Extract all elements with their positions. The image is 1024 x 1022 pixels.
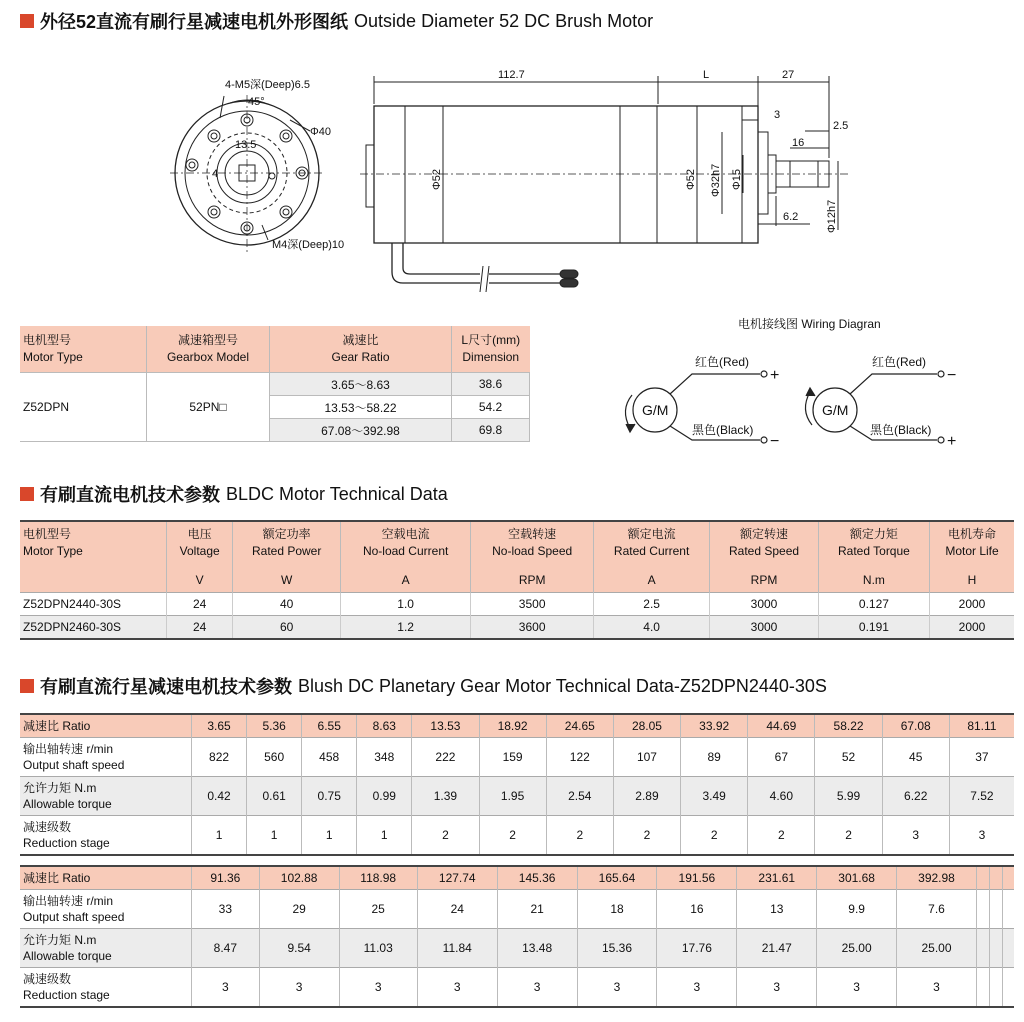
table-cell: 4.60: [748, 777, 815, 816]
cell-dim: 54.2: [452, 396, 530, 419]
row-label: 减速级数 Reduction stage: [20, 968, 192, 1008]
table-cell: 0.42: [192, 777, 247, 816]
label-m4: M4深(Deep)10: [272, 239, 345, 251]
row-label: 减速级数 Reduction stage: [20, 816, 192, 856]
table-cell: 37: [949, 738, 1014, 777]
table-cell: 3: [949, 816, 1014, 856]
header-motor-type: 电机型号 Motor Type: [23, 333, 83, 364]
table-cell: 1: [357, 816, 412, 856]
side-boss: [758, 132, 768, 214]
cell-ratio: 3.65～8.63: [270, 373, 452, 396]
table-cell: 13.48: [497, 929, 577, 968]
cell: Z52DPN2440-30S: [20, 593, 167, 616]
table-cell: 11.03: [339, 929, 417, 968]
header-cell: 电压 Voltage: [167, 521, 233, 568]
table-cell: 16: [657, 890, 737, 929]
cell-gearbox: 52PN□: [147, 373, 270, 442]
cell: 60: [233, 616, 341, 640]
table-cell: 822: [192, 738, 247, 777]
header-cell: 额定电流 Rated Current: [594, 521, 710, 568]
table-cell: 2: [546, 816, 613, 856]
cell: 40: [233, 593, 341, 616]
table-cell: 159: [479, 738, 546, 777]
cell: 3500: [471, 593, 594, 616]
side-cap: [366, 145, 374, 207]
table-row: [20, 616, 1014, 640]
wire-bottom-right: 黑色(Black): [870, 423, 932, 437]
label-d52-a: Φ52: [431, 168, 443, 190]
sign-bottom-right: +: [947, 433, 957, 450]
header-dimension: L尺寸(mm) Dimension: [452, 326, 530, 373]
label-len-L: L: [703, 69, 710, 81]
table-cell: 89: [681, 738, 748, 777]
section-title-outline: [20, 8, 653, 34]
section-title-zh: 有刷直流电机技术参数: [40, 485, 220, 505]
label-d32: Φ32h7: [710, 163, 722, 197]
section-title-zh: 外径52直流有刷行星减速电机外形图纸: [40, 12, 349, 32]
cell: 3000: [710, 593, 819, 616]
table-cell: 8.47: [192, 929, 260, 968]
cell: 2000: [930, 593, 1014, 616]
cell: 0.191: [818, 616, 929, 640]
table-cell: 222: [412, 738, 479, 777]
motor-label-right: G/M: [822, 402, 849, 418]
table-cell: 3.65: [192, 714, 247, 738]
label-len-16: 16: [792, 137, 805, 149]
table-cell: 0.75: [302, 777, 357, 816]
table-cell: 25.00: [897, 929, 977, 968]
front-hole: [280, 206, 292, 218]
section-marker: [20, 14, 34, 28]
table-cell: [976, 929, 989, 968]
gear-table-1: [20, 713, 1014, 856]
table-cell: 29: [259, 890, 339, 929]
front-hole: [208, 130, 220, 142]
motor-label-left: G/M: [642, 402, 669, 418]
table-cell: 102.88: [259, 866, 339, 890]
cell-ratio: 13.53～58.22: [270, 396, 452, 419]
table-cell: 3: [897, 968, 977, 1008]
table-cell: 3: [737, 968, 817, 1008]
header-cell: 额定力矩 Rated Torque: [818, 521, 929, 568]
header-gear-ratio: 减速比 Gear Ratio: [270, 326, 452, 373]
ratio-row: [20, 714, 1014, 738]
unit-cell: [20, 568, 167, 593]
table-cell: 6.55: [302, 714, 357, 738]
table-cell: 91.36: [192, 866, 260, 890]
table-cell: 81.11: [949, 714, 1014, 738]
cell: 3600: [471, 616, 594, 640]
header-cell: 空载电流 No-load Current: [341, 521, 471, 568]
table-cell: 3: [577, 968, 657, 1008]
table-cell: 67.08: [882, 714, 949, 738]
table-cell: 127.74: [417, 866, 497, 890]
rotation-arrow-right: [805, 392, 812, 425]
stage-row: [20, 968, 1014, 1008]
table-cell: 231.61: [737, 866, 817, 890]
table-cell: 28.05: [613, 714, 680, 738]
row-label: 允许力矩 N.m Allowable torque: [20, 777, 192, 816]
table-cell: 3: [259, 968, 339, 1008]
table-cell: 2: [412, 816, 479, 856]
cell-ratio: 67.08～392.98: [270, 419, 452, 442]
table-cell: 9.9: [817, 890, 897, 929]
stage-row: [20, 816, 1014, 856]
table-cell: 18: [577, 890, 657, 929]
row-label: 输出轴转速 r/min Output shaft speed: [20, 890, 192, 929]
table-cell: [1002, 968, 1014, 1008]
cell-dim: 69.8: [452, 419, 530, 442]
cell-motor: Z52DPN: [20, 373, 147, 442]
speed-row: [20, 890, 1014, 929]
table-cell: 3: [192, 968, 260, 1008]
unit-cell: A: [341, 568, 471, 593]
gear-table-2: [20, 865, 1014, 1008]
table-cell: 3: [339, 968, 417, 1008]
header-gearbox-model: 减速箱型号 Gearbox Model: [147, 326, 270, 373]
label-len-2-5: 2.5: [833, 120, 849, 132]
wire-top-left: 红色(Red): [695, 355, 750, 369]
row-label: 允许力矩 N.m Allowable torque: [20, 929, 192, 968]
table-cell: 13.53: [412, 714, 479, 738]
table-cell: 1: [247, 816, 302, 856]
torque-row: [20, 777, 1014, 816]
row-label: 输出轴转速 r/min Output shaft speed: [20, 738, 192, 777]
table-cell: 191.56: [657, 866, 737, 890]
table-cell: 0.61: [247, 777, 302, 816]
cell: 24: [167, 593, 233, 616]
table-cell: 2: [613, 816, 680, 856]
table-cell: 2.89: [613, 777, 680, 816]
label-len-27: 27: [782, 69, 795, 81]
label-len-3: 3: [774, 109, 781, 121]
table-cell: 3: [882, 816, 949, 856]
table-cell: 5.36: [247, 714, 302, 738]
header-cell: 空载转速 No-load Speed: [471, 521, 594, 568]
table-cell: 118.98: [339, 866, 417, 890]
wire-top-right: 红色(Red): [872, 355, 927, 369]
cell: 0.127: [818, 593, 929, 616]
table-cell: 58.22: [815, 714, 882, 738]
table-cell: [989, 968, 1002, 1008]
label-four: 4: [212, 168, 219, 180]
section-marker: [20, 487, 34, 501]
header-cell: 电机型号 Motor Type: [23, 527, 83, 558]
table-cell: 18.92: [479, 714, 546, 738]
rotation-arrow-left: [625, 395, 632, 428]
row-label: 减速比 Ratio: [20, 866, 192, 890]
motor-tech-table: [20, 520, 1014, 640]
table-cell: 15.36: [577, 929, 657, 968]
table-cell: [989, 929, 1002, 968]
table-cell: [1002, 929, 1014, 968]
header-cell: 额定功率 Rated Power: [233, 521, 341, 568]
table-cell: 122: [546, 738, 613, 777]
table-cell: 3: [657, 968, 737, 1008]
front-shaft-dot: [269, 173, 275, 179]
table-cell: 1: [302, 816, 357, 856]
unit-cell: V: [167, 568, 233, 593]
table-cell: 2: [815, 816, 882, 856]
cell: 4.0: [594, 616, 710, 640]
label-len-112-7: 112.7: [498, 69, 525, 81]
table-cell: [989, 866, 1002, 890]
table-cell: 33: [192, 890, 260, 929]
label-d52-b: Φ52: [685, 168, 697, 190]
table-cell: 21: [497, 890, 577, 929]
table-cell: [976, 890, 989, 929]
cell: Z52DPN2460-30S: [20, 616, 167, 640]
table-cell: 560: [247, 738, 302, 777]
table-cell: 3.49: [681, 777, 748, 816]
table-cell: 5.99: [815, 777, 882, 816]
label-d13-5: 13.5: [235, 139, 257, 151]
label-d15: Φ15: [731, 168, 743, 190]
front-hole: [208, 206, 220, 218]
section-title-motor-data: [20, 481, 448, 507]
table-cell: 392.98: [897, 866, 977, 890]
row-label: 减速比 Ratio: [20, 714, 192, 738]
table-header-row: [20, 521, 1014, 568]
outline-drawing: [0, 40, 1024, 320]
table-cell: [1002, 890, 1014, 929]
table-cell: 3: [817, 968, 897, 1008]
table-cell: [976, 866, 989, 890]
table-cell: 6.22: [882, 777, 949, 816]
cell: 2000: [930, 616, 1014, 640]
table-cell: [1002, 866, 1014, 890]
table-cell: 24: [417, 890, 497, 929]
section-title-en: Blush DC Planetary Gear Motor Technical Data-Z52DPN2440-30S: [298, 675, 827, 696]
table-cell: 165.64: [577, 866, 657, 890]
unit-cell: A: [594, 568, 710, 593]
sign-bottom-left: −: [770, 433, 780, 450]
unit-cell: H: [930, 568, 1014, 593]
table-header-row: [20, 326, 530, 373]
table-cell: [989, 890, 1002, 929]
table-cell: 17.76: [657, 929, 737, 968]
front-hole: [280, 130, 292, 142]
unit-cell: RPM: [710, 568, 819, 593]
table-cell: 107: [613, 738, 680, 777]
unit-cell: N.m: [818, 568, 929, 593]
table-cell: 24.65: [546, 714, 613, 738]
table-cell: 7.52: [949, 777, 1014, 816]
section-title-en: Outside Diameter 52 DC Brush Motor: [354, 10, 654, 31]
torque-row: [20, 929, 1014, 968]
table-cell: [976, 968, 989, 1008]
label-d40: Φ40: [310, 126, 332, 138]
table-cell: 1.95: [479, 777, 546, 816]
cell: 2.5: [594, 593, 710, 616]
table-cell: 2: [681, 816, 748, 856]
table-cell: 11.84: [417, 929, 497, 968]
unit-cell: RPM: [471, 568, 594, 593]
table-cell: 145.36: [497, 866, 577, 890]
cell: 3000: [710, 616, 819, 640]
front-hole: [186, 159, 198, 171]
wire-bottom-left: 黑色(Black): [692, 423, 754, 437]
unit-cell: W: [233, 568, 341, 593]
sign-top-left: +: [770, 367, 780, 384]
table-cell: 0.99: [357, 777, 412, 816]
table-cell: 3: [417, 968, 497, 1008]
header-cell: 额定转速 Rated Speed: [710, 521, 819, 568]
table-cell: 2: [748, 816, 815, 856]
table-cell: 301.68: [817, 866, 897, 890]
table-cell: 3: [497, 968, 577, 1008]
label-d12: Φ12h7: [826, 199, 838, 233]
table-cell: 1: [192, 816, 247, 856]
section-title-en: BLDC Motor Technical Data: [226, 483, 448, 504]
table-cell: 21.47: [737, 929, 817, 968]
ratio-row: [20, 866, 1014, 890]
model-table: [20, 326, 530, 442]
table-cell: 67: [748, 738, 815, 777]
label-holes: 4-M5深(Deep)6.5: [225, 79, 310, 91]
table-cell: 7.6: [897, 890, 977, 929]
wiring-diagram: [610, 340, 1010, 455]
sign-top-right: −: [947, 367, 957, 384]
label-len-6-2: 6.2: [783, 211, 799, 223]
units-row: [20, 568, 1014, 593]
label-angle: 45°: [248, 96, 265, 108]
cell: 1.0: [341, 593, 471, 616]
cell-dim: 38.6: [452, 373, 530, 396]
table-cell: 52: [815, 738, 882, 777]
table-cell: 1.39: [412, 777, 479, 816]
section-marker: [20, 679, 34, 693]
table-cell: 9.54: [259, 929, 339, 968]
table-cell: 25: [339, 890, 417, 929]
table-cell: 13: [737, 890, 817, 929]
table-cell: 2.54: [546, 777, 613, 816]
wiring-title: 电机接线图 Wiring Diagran: [738, 317, 881, 331]
section-title-gear-data: [20, 673, 827, 699]
section-title-zh: 有刷直流行星减速电机技术参数: [40, 677, 292, 697]
table-cell: 44.69: [748, 714, 815, 738]
header-cell: 电机寿命 Motor Life: [930, 521, 1014, 568]
table-row: [20, 593, 1014, 616]
table-cell: 2: [479, 816, 546, 856]
table-cell: 45: [882, 738, 949, 777]
table-row: [20, 373, 530, 396]
table-cell: 348: [357, 738, 412, 777]
table-cell: 33.92: [681, 714, 748, 738]
cell: 24: [167, 616, 233, 640]
table-cell: 458: [302, 738, 357, 777]
speed-row: [20, 738, 1014, 777]
table-cell: 25.00: [817, 929, 897, 968]
table-cell: 8.63: [357, 714, 412, 738]
cell: 1.2: [341, 616, 471, 640]
